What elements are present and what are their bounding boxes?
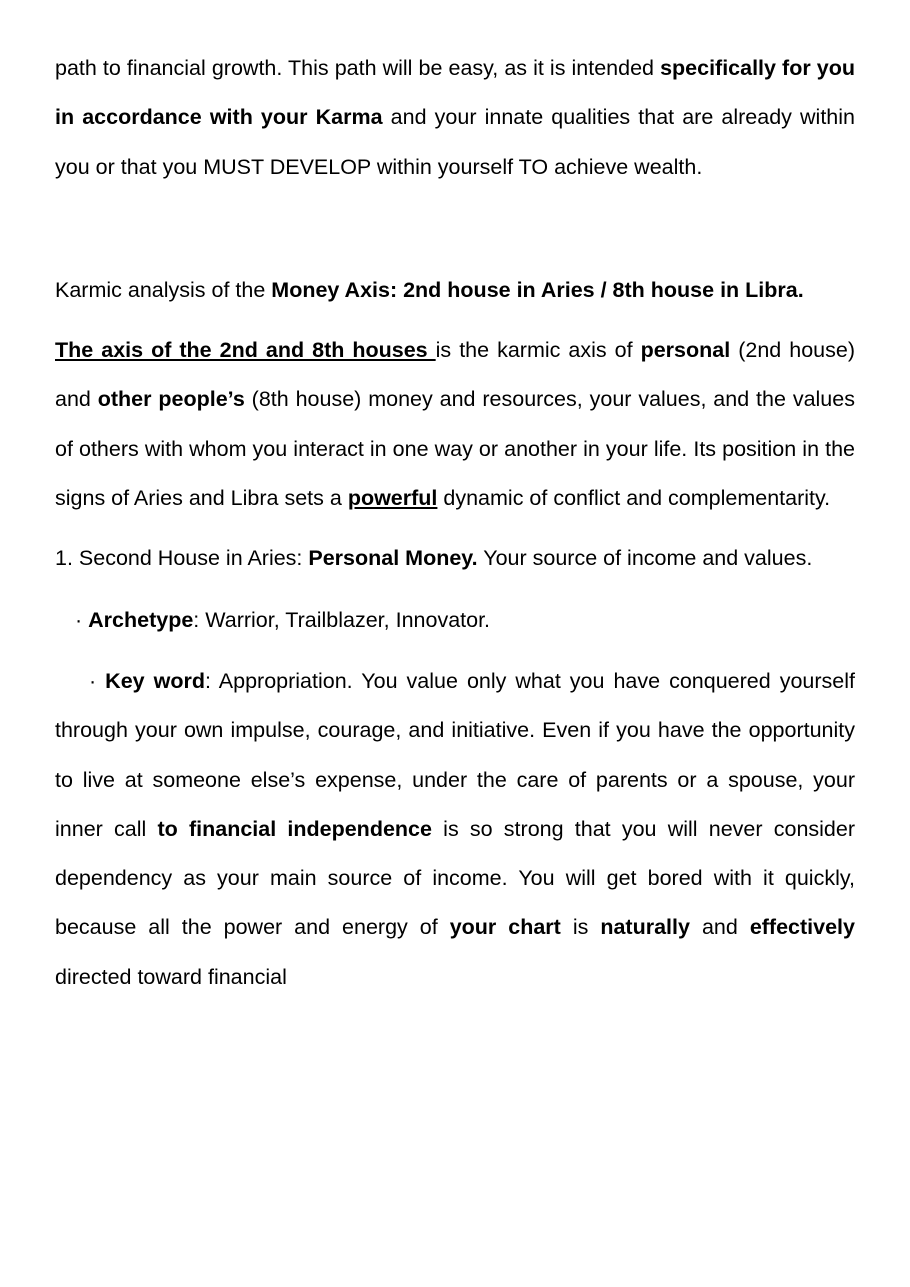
paragraph-financial-path [55, 44, 855, 192]
bold-span: to financial independence [157, 816, 432, 841]
text-span: path to financial growth. This path will be easy, as it is intended [55, 56, 661, 80]
bold-span: Personal Money. [308, 546, 478, 571]
text-span: dynamic of conflict and complementarity. [437, 486, 831, 511]
text-span: and your innate qualities that are already within you or that you MUST DEVELOP within yourself TO achieve wealth. [55, 105, 855, 179]
bold-span: Money Axis: 2nd house in Aries / 8th house in Libra. [271, 277, 804, 302]
text-span: is [560, 915, 601, 940]
text-span: : Warrior, Trailblazer, Innovator. [193, 607, 491, 632]
bold-span: effectively [749, 915, 855, 940]
paragraph-key-word [55, 657, 855, 1002]
paragraph-money-axis-heading [55, 266, 855, 315]
bullet-icon: · [89, 668, 106, 693]
paragraph-second-house [55, 534, 855, 583]
text-span: : Appropriation. You value only what you have conquered yourself through your own impulse, courage, and initiative. Even if you have the opportunity to live at someone else’s expense, under the care of parents or a spouse, your inner call [55, 668, 855, 841]
text-span: is the karmic axis of [435, 338, 641, 363]
text-span: 1. Second House in Aries: [55, 546, 309, 571]
bold-span: personal [640, 338, 731, 363]
paragraph-axis-description [55, 326, 855, 523]
document-page [55, 44, 855, 1002]
bold-underline-span: The axis of the 2nd and 8th houses [55, 338, 436, 363]
text-span: (2nd house) and [55, 338, 856, 412]
bold-span: naturally [600, 915, 690, 940]
text-span: is so strong that you will never consider dependency as your main source of income. You will get bored with it quickly, because all the power and energy of [55, 816, 856, 940]
text-span: and [689, 915, 750, 940]
bold-span: Archetype [88, 607, 194, 632]
text-span: (8th house) money and resources, your values, and the values of others with whom you interact in one way or another in your life. Its position in the signs of Aries and Libra sets a [55, 387, 855, 511]
bold-underline-span: powerful [347, 486, 438, 511]
bold-span: specifically for you in accordance with your Karma [55, 56, 855, 130]
text-span: directed toward financial [55, 964, 287, 989]
text-span: Karmic analysis of the [55, 277, 272, 302]
bold-span: other people’s [97, 387, 245, 412]
paragraph-archetype [55, 596, 855, 645]
text-span: Your source of income and values. [477, 546, 813, 571]
bold-span: your chart [449, 915, 561, 940]
bullet-icon: · [75, 607, 89, 632]
bold-span: Key word [105, 668, 205, 693]
